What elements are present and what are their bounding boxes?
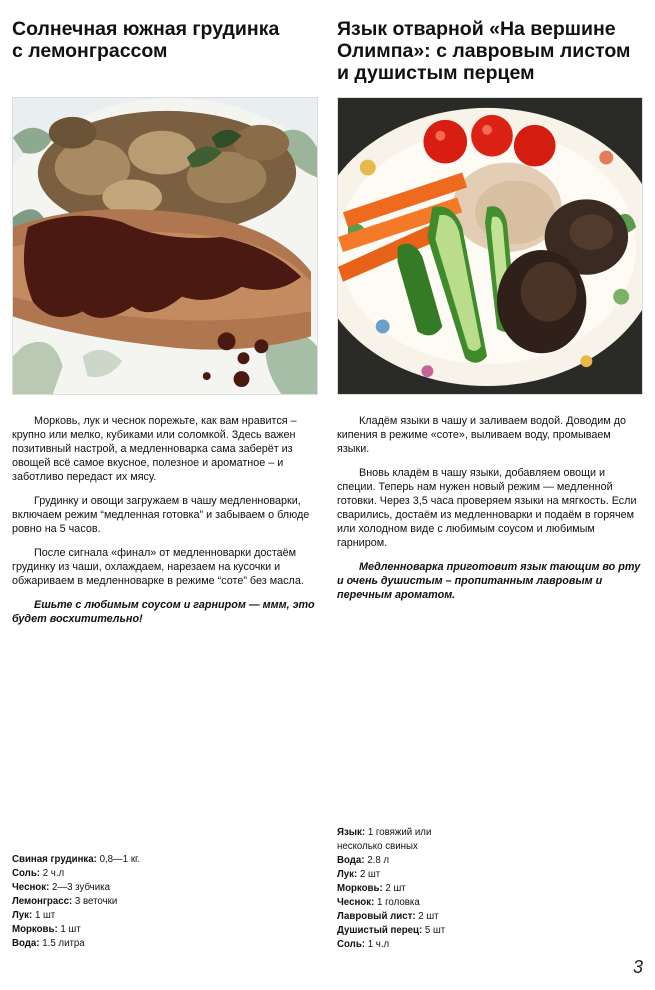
instruction-paragraph: Вновь кладём в чашу языки, добавляем овощи и специи. Теперь нам нужен новый режим — медленной готовки. Через 3,5 часа проверяем языки на мягкость. Если сварились, достаём из медленноварки и подаём в горячем или холодном виде с любимым соусом и любимым гарниром.: [337, 467, 637, 549]
ingredient-item: Вода: 2.8 л: [337, 855, 390, 866]
instruction-paragraph: Кладём языки в чашу и заливаем водой. Доводим до кипения в режиме «соте», выливаем воду, промываем языки.: [337, 415, 627, 455]
title-line: Солнечная южная грудинка: [12, 18, 280, 40]
ingredient-item: Соль: 1 ч.л: [337, 939, 390, 950]
ingredient-item: Чеснок: 2—3 зубчика: [12, 882, 110, 893]
title-line: Олимпа»: с лавровым листом: [337, 40, 631, 62]
ingredient-item: Морковь: 1 шт: [12, 924, 81, 935]
ingredient-item: Чеснок: 1 головка: [337, 897, 420, 908]
ingredient-item: Морковь: 2 шт: [337, 883, 406, 894]
ingredient-item: Лук: 1 шт: [12, 910, 56, 921]
recipe-left-ingredients: [12, 853, 318, 951]
ingredient-item: Вода: 1.5 литра: [12, 938, 85, 949]
instruction-paragraph: После сигнала «финал» от медленноварки достаём грудинку из чаши, охлаждаем, нарезаем на кусочки и обжариваем в медленноварке в режиме “соте” без масла.: [12, 547, 304, 587]
recipe-right: [337, 0, 643, 990]
recipe-right-ingredients: [337, 826, 643, 952]
instruction-paragraph: Морковь, лук и чеснок порежьте, как вам нравится – крупно или мелко, кубиками или соломкой. Здесь важен позитивный настрой, а медленноварка сама заберёт из овощей всё самое вкусное, полезное и ароматное – и заботливо передаст их мясу.: [12, 415, 297, 483]
serving-tip: Медленноварка приготовит язык тающим во рту и очень душистым – пропитанным лавровым и перечным ароматом.: [337, 561, 641, 601]
ingredient-item: Язык: 1 говяжий или: [337, 827, 432, 838]
serving-tip: Ешьте с любимым соусом и гарниром — ммм, это будет восхитительно!: [12, 599, 315, 625]
recipe-left-instructions: [12, 414, 318, 636]
recipe-right-title: [337, 18, 643, 84]
tongue-photo: [337, 97, 643, 395]
ingredient-item: Лавровый лист: 2 шт: [337, 911, 439, 922]
title-line: с лемонграссом: [12, 40, 168, 62]
ingredient-item: Лук: 2 шт: [337, 869, 381, 880]
ingredient-item: несколько свиных: [337, 841, 418, 852]
recipe-left-title: [12, 18, 318, 62]
recipe-left: [12, 0, 318, 990]
page-number: 3: [632, 957, 643, 977]
title-line: Язык отварной «На вершине: [337, 18, 616, 40]
recipe-right-instructions: [337, 414, 643, 612]
title-line: и душистым перцем: [337, 62, 535, 84]
ingredient-item: Лемонграсс: 3 веточки: [12, 896, 118, 907]
brisket-photo: [12, 97, 318, 395]
instruction-paragraph: Грудинку и овощи загружаем в чашу медленноварки, включаем режим “медленная готовка” и забываем о блюде ровно на 5 часов.: [12, 495, 310, 535]
ingredient-item: Душистый перец: 5 шт: [337, 925, 446, 936]
ingredient-item: Свиная грудинка: 0,8—1 кг.: [12, 854, 141, 865]
ingredient-item: Соль: 2 ч.л: [12, 868, 65, 879]
